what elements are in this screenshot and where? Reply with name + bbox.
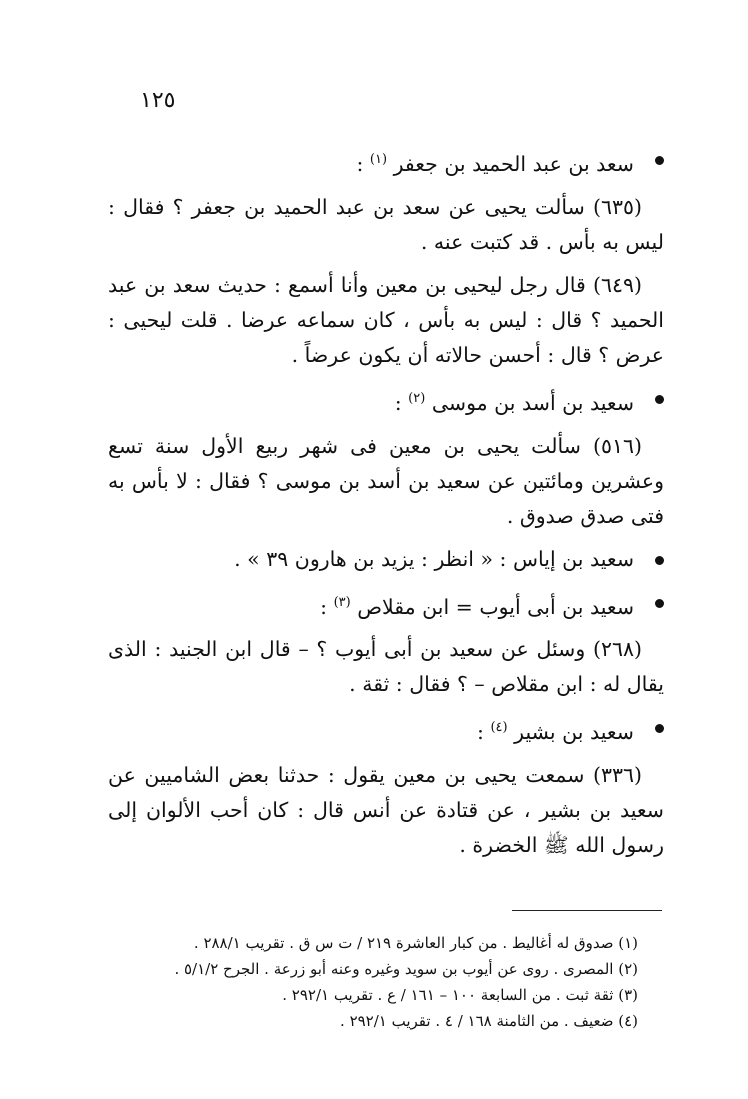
heading-text: سعيد بن أبى أيوب = ابن مقلاص <box>357 594 634 619</box>
narrator-heading <box>108 710 664 750</box>
bullet-icon <box>655 556 664 565</box>
heading-text: سعيد بن إياس : « انظر : يزيد بن هارون ٣٩ » . <box>234 546 634 571</box>
page-number: ١٢٥ <box>140 88 176 113</box>
heading-tail: : <box>320 594 334 619</box>
footnotes <box>108 930 638 1034</box>
bullet-icon <box>655 156 664 165</box>
footnote: (١) صدوق له أغاليط . من كبار العاشرة ٢١٩ / ت س ق . تقريب ٢٨٨/١ . <box>193 934 638 952</box>
heading-text: سعيد بن أسد بن موسى <box>431 390 634 415</box>
narration-entry: (٣٣٦) سمعت يحيى بن معين يقول : حدثنا بعض الشاميين عن سعيد بن بشير ، عن قتادة عن أنس قال : كان أحب الألوان إلى رسول الله ﷺ الخضرة . <box>108 763 664 858</box>
heading-text: سعيد بن بشير <box>514 720 634 745</box>
footnote-ref: (٢) <box>408 390 426 406</box>
narration-entry: (٥١٦) سألت يحيى بن معين فى شهر ربيع الأول سنة تسع وعشرين ومائتين عن سعيد بن أسد بن موسى ؟ فقال : لا بأس به فتى صدق صدوق . <box>108 433 664 528</box>
footnote: (٢) المصرى . روى عن أيوب بن سويد وغيره وعنه أبو زرعة . الجرح ٥/١/٢ . <box>174 960 638 978</box>
narration-entry: (٦٤٩) قال رجل ليحيى بن معين وأنا أسمع : حديث سعد بن عبد الحميد ؟ قال : ليس به بأس ، كان سماعه عرضا . قلت ليحيى : عرض ؟ قال : أحسن حالاته أن يكون عرضاً . <box>108 272 664 367</box>
narration-entry: (٢٦٨) وسئل عن سعيد بن أبى أيوب ؟ – قال ابن الجنيد : الذى يقال له : ابن مقلاص – ؟ فقال : ثقة . <box>108 637 664 697</box>
heading-tail: : <box>477 720 491 745</box>
footnote-divider <box>512 910 662 911</box>
bullet-icon <box>655 724 664 733</box>
heading-tail: : <box>394 390 409 415</box>
narrator-heading <box>108 142 664 182</box>
bullet-icon <box>655 599 664 608</box>
bullet-icon <box>655 395 664 404</box>
footnote: (٣) ثقة ثبت . من السابعة ١٠٠ – ١٦١ / ع . تقريب ٢٩٢/١ . <box>282 986 638 1004</box>
narrator-heading <box>108 381 664 421</box>
narration-entry: (٦٣٥) سألت يحيى عن سعد بن عبد الحميد بن جعفر ؟ فقال : ليس به بأس . قد كتبت عنه . <box>108 194 664 254</box>
footnote-ref: (١) <box>369 152 388 167</box>
footnote-ref: (٣) <box>333 594 351 610</box>
narrator-heading <box>108 542 664 577</box>
narrator-heading <box>108 585 664 625</box>
heading-tail: : <box>356 151 370 176</box>
footnote-ref: (٤) <box>490 720 508 736</box>
footnote: (٤) ضعيف . من الثامنة ١٦٨ / ٤ . تقريب ٢٩٢/١ . <box>340 1012 638 1030</box>
heading-text: سعد بن عبد الحميد بن جعفر <box>393 151 634 176</box>
main-text <box>108 142 664 871</box>
